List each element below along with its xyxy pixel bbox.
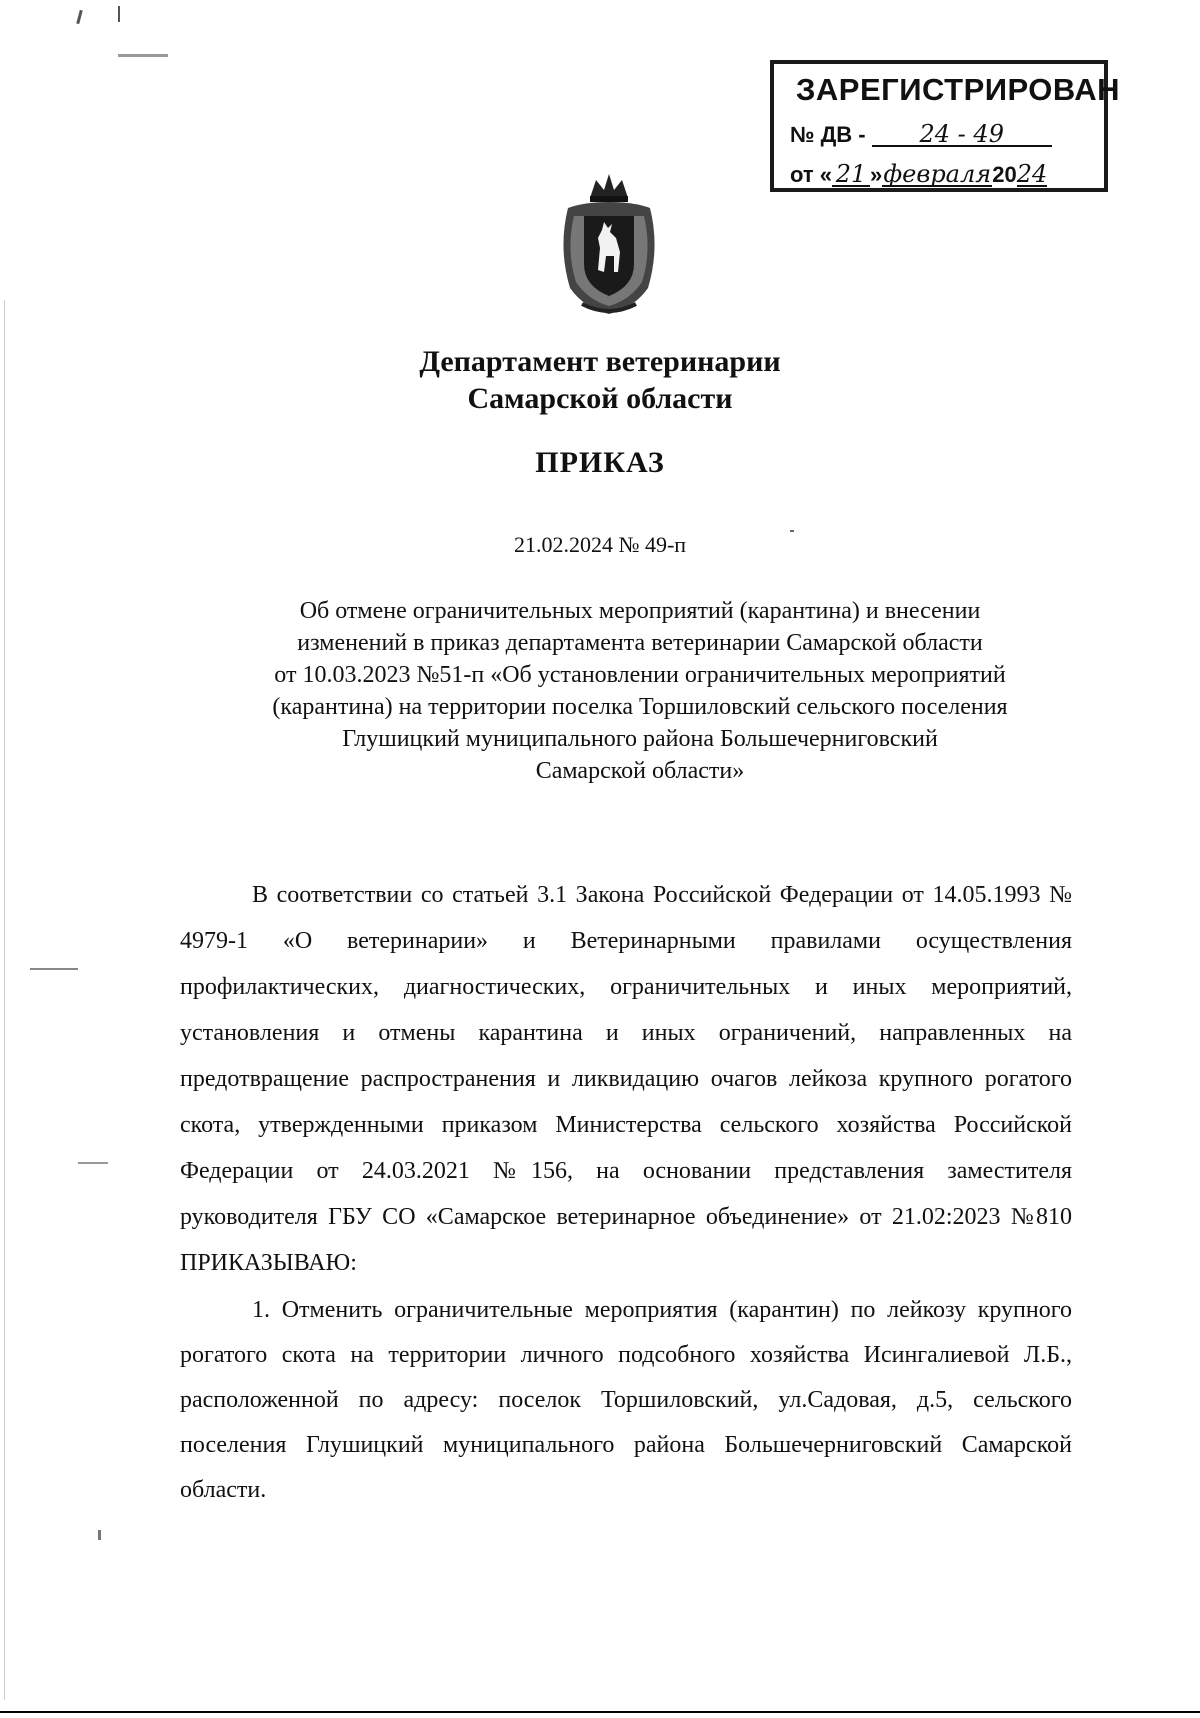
stamp-title: ЗАРЕГИСТРИРОВАН [796, 72, 1121, 107]
stamp-year-prefix: 20 [992, 162, 1017, 187]
preamble-paragraph: В соответствии со статьей 3.1 Закона Российской Федерации от 14.05.1993 № 4979-1 «О ветеринарии» и Ветеринарными правилами осуществления профилактических, диагностических, ограничительных и иных мероприятий, установления и отмены карантина и иных ограничений, направленных на предотвращение распространения и ликвидацию очагов лейкоза крупного рогатого скота, утвержденными приказом Министерства сельского хозяйства Российской Федерации от 24.03.2021 №156, на основании представления заместителя руководителя ГБУ СО «Самарское ветеринарное объединение» от 21.02:2023 №810 ПРИКАЗЫВАЮ: [180, 882, 1072, 1276]
subject-line: Об отмене ограничительных мероприятий (карантина) и внесении [299, 598, 981, 624]
stamp-date-mid: » [870, 162, 883, 187]
scan-bottom-line [0, 1711, 1200, 1713]
scan-speck [118, 6, 120, 22]
stamp-date-row [790, 162, 1047, 188]
stamp-date-prefix: от « [790, 162, 833, 187]
stamp-year-suffix: 24 [1016, 160, 1048, 188]
scan-speck [78, 1162, 108, 1164]
subject-line: Самарской области» [535, 758, 745, 784]
registration-stamp [770, 60, 1121, 192]
subject-line: от 10.03.2023 №51-п «Об установлении ограничительных мероприятий [274, 662, 1006, 688]
stamp-number-row [790, 122, 1052, 148]
scan-edge [4, 300, 5, 1700]
organization-name-line2: Самарской области [467, 382, 733, 415]
subject-line: изменений в приказ департамента ветеринарии Самарской области [297, 630, 983, 656]
stamp-number-value: 24 - 49 [872, 123, 1052, 147]
stamp-date-day: 21 [832, 163, 870, 187]
scan-speck [76, 10, 83, 24]
scan-speck [98, 1530, 101, 1540]
document-type-title: ПРИКАЗ [535, 446, 665, 479]
document-subject [200, 595, 1080, 787]
stamp-number-prefix: № ДВ - [790, 122, 872, 147]
order-item-1: 1. Отменить ограничительные мероприятия (карантин) по лейкозу крупного рогатого скота на территории личного подсобного хозяйства Исингалиевой Л.Б., расположенной по адресу: поселок Торшиловский, ул.Садовая, д.5, сельского поселения Глушицкий муниципального района Большечерниговский Самарской области. [180, 1297, 1072, 1503]
subject-line: Глушицкий муниципального района Большечерниговский [342, 726, 938, 752]
subject-line: (карантина) на территории поселка Торшиловский сельского поселения [272, 694, 1008, 720]
document-date-number: 21.02.2024 № 49-п [513, 532, 687, 557]
scan-speck [118, 54, 168, 57]
scan-speck [30, 968, 78, 970]
coat-of-arms-icon [554, 168, 664, 318]
stamp-date-month: февраля [883, 160, 992, 188]
organization-name-line1: Департамент ветеринарии [419, 345, 781, 378]
document-body [180, 872, 1072, 1515]
